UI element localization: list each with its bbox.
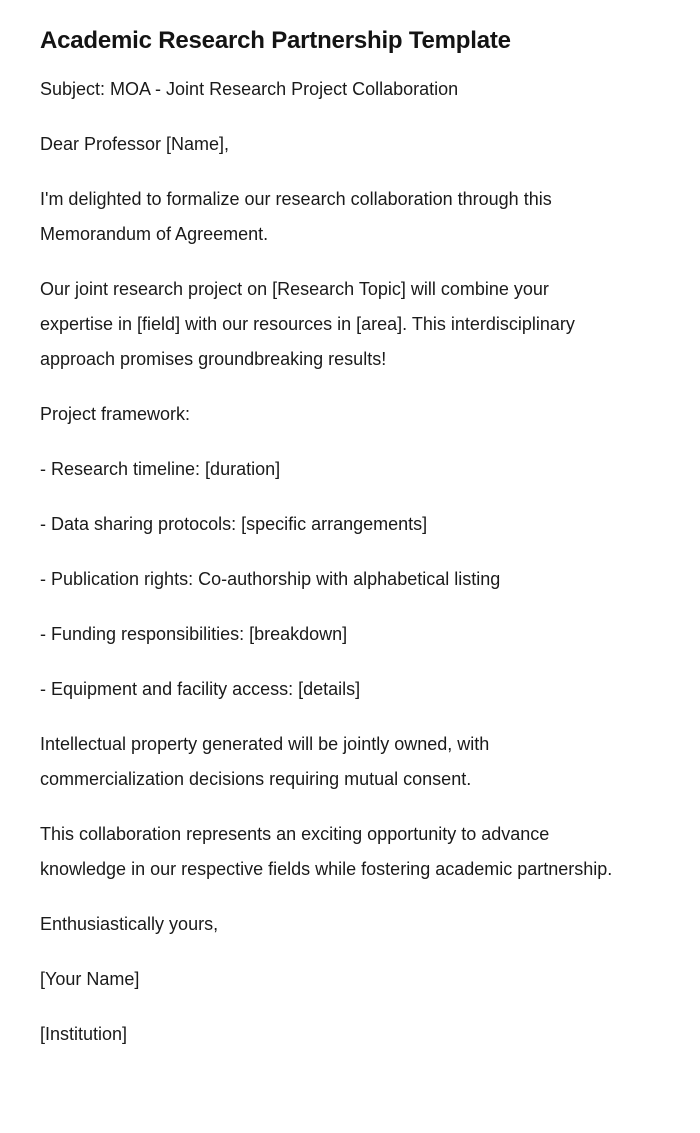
- document-list-header: Project framework:: [40, 404, 191, 424]
- document-closing: Enthusiastically yours,: [40, 914, 219, 934]
- document-subject: Subject: MOA - Joint Research Project Collaboration: [40, 79, 459, 99]
- document-paragraph: Intellectual property generated will be jointly owned, with commercialization decisions requiring mutual consent.: [40, 734, 490, 789]
- document-list-item: - Data sharing protocols: [specific arrangements]: [40, 514, 428, 534]
- document-list-item: - Publication rights: Co-authorship with alphabetical listing: [40, 569, 501, 589]
- page-title: Academic Research Partnership Template: [40, 27, 511, 54]
- document-list-item: - Research timeline: [duration]: [40, 459, 281, 479]
- document-paragraph: I'm delighted to formalize our research collaboration through this Memorandum of Agreement.: [40, 189, 552, 244]
- document-paragraph: This collaboration represents an exciting opportunity to advance knowledge in our respective fields while fostering academic partnership.: [40, 824, 613, 879]
- document-body: [40, 72, 655, 1052]
- document-paragraph: Our joint research project on [Research Topic] will combine your expertise in [field] with our resources in [area]. This interdisciplinary approach promises groundbreaking results!: [40, 279, 575, 369]
- document-list-item: - Funding responsibilities: [breakdown]: [40, 624, 348, 644]
- document-list-item: - Equipment and facility access: [details]: [40, 679, 361, 699]
- document-signature: [Institution]: [40, 1024, 128, 1044]
- document-signature: [Your Name]: [40, 969, 140, 989]
- document-salutation: Dear Professor [Name],: [40, 134, 230, 154]
